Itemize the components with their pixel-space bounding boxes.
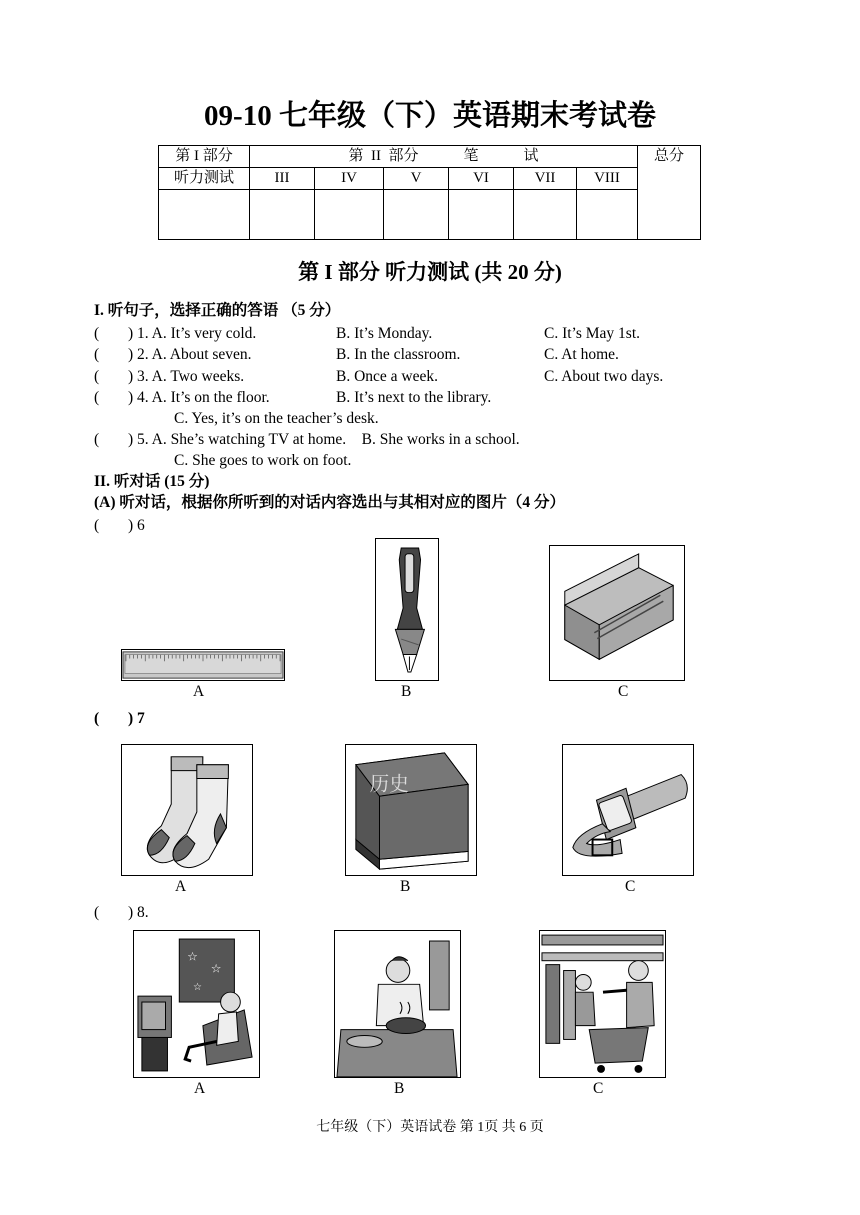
section2-sub-a: (A) 听对话，根据你所听到的对话内容选出与其相对应的图片（4 分） — [94, 494, 566, 511]
part1-heading: 第 I 部分 听力测试 (共 20 分) — [298, 260, 562, 284]
watch-image[interactable] — [562, 744, 694, 876]
col-header: V — [384, 168, 449, 190]
option-c: C. About two days. — [544, 368, 664, 385]
score-cell[interactable] — [250, 190, 315, 240]
option-label-b: B — [401, 683, 412, 700]
option-b: B. It’s Monday. — [336, 325, 433, 342]
question-5: ) 5. A. She’s watching TV at home. B. She works in a school. — [128, 431, 520, 448]
option-label-a: A — [175, 878, 187, 895]
pencil-case-image[interactable] — [549, 545, 685, 681]
question-4: ) 4. A. It’s on the floor. — [128, 389, 270, 406]
ruler-image[interactable] — [121, 649, 285, 681]
total-header: 总分 — [638, 146, 701, 240]
col-header: VI — [449, 168, 514, 190]
col-header: VIII — [577, 168, 638, 190]
question-2: ) 2. A. About seven. — [128, 346, 252, 363]
option-c: C. It’s May 1st. — [544, 325, 641, 342]
option-b: B. Once a week. — [336, 368, 438, 385]
section2-heading-text: II. 听对话 (15 分) — [94, 473, 210, 490]
answer-paren[interactable]: ( — [94, 389, 100, 406]
option-label-c: C — [593, 1080, 604, 1097]
question-3: ) 3. A. Two weeks. — [128, 368, 245, 385]
score-cell[interactable] — [577, 190, 638, 240]
col-header: III — [250, 168, 315, 190]
score-cell[interactable] — [514, 190, 577, 240]
svg-text:☆: ☆ — [210, 961, 222, 976]
shopping-image[interactable] — [539, 930, 666, 1078]
answer-paren[interactable]: ( — [94, 431, 100, 448]
page-footer: 七年级（下）英语试卷 第 1页 共 6 页 — [316, 1120, 544, 1135]
part1-cell: 第 I 部分 — [159, 146, 250, 168]
score-table — [158, 145, 701, 240]
fountain-pen-image[interactable] — [375, 538, 439, 681]
option-label-a: A — [194, 1080, 206, 1097]
option-label-c: C — [618, 683, 629, 700]
answer-paren[interactable]: ( — [94, 517, 100, 534]
option-label-c: C — [625, 878, 636, 895]
answer-paren[interactable]: ( — [94, 904, 100, 921]
option-c: C. She goes to work on foot. — [174, 452, 352, 469]
section2-heading — [94, 472, 209, 492]
score-cell[interactable] — [315, 190, 384, 240]
option-label-a: A — [193, 683, 205, 700]
score-cell[interactable] — [384, 190, 449, 240]
socks-image[interactable] — [121, 744, 253, 876]
answer-paren[interactable]: ( — [94, 325, 100, 342]
watching-tv-image[interactable] — [133, 930, 260, 1078]
question-7: ) 7 — [128, 710, 145, 727]
history-book-image[interactable] — [345, 744, 477, 876]
part2-header: 第 II 部分 笔 试 — [250, 146, 638, 168]
score-cell[interactable] — [449, 190, 514, 240]
answer-paren[interactable]: ( — [94, 368, 100, 385]
answer-paren[interactable]: ( — [94, 346, 100, 363]
svg-text:☆: ☆ — [187, 949, 198, 964]
book-title-text: 历史 — [369, 772, 410, 796]
question-6: ) 6 — [128, 517, 145, 534]
option-label-b: B — [394, 1080, 405, 1097]
part1-cell-label: 听力测试 — [159, 168, 250, 190]
option-b: B. It’s next to the library. — [336, 389, 492, 406]
svg-text:☆: ☆ — [193, 982, 202, 994]
cooking-image[interactable] — [334, 930, 461, 1078]
col-header: VII — [514, 168, 577, 190]
option-c: C. Yes, it’s on the teacher’s desk. — [174, 410, 379, 427]
col-header: IV — [315, 168, 384, 190]
question-1: ) 1. A. It’s very cold. — [128, 325, 257, 342]
question-8: ) 8. — [128, 904, 149, 921]
section1-heading: I. 听句子，选择正确的答语 （5 分） — [94, 302, 341, 319]
answer-paren[interactable]: ( — [94, 710, 100, 727]
page-title: 09-10 七年级（下）英语期末考试卷 — [204, 100, 656, 132]
option-c: C. At home. — [544, 346, 619, 363]
option-label-b: B — [400, 878, 411, 895]
score-cell[interactable] — [159, 190, 250, 240]
option-b: B. In the classroom. — [336, 346, 461, 363]
